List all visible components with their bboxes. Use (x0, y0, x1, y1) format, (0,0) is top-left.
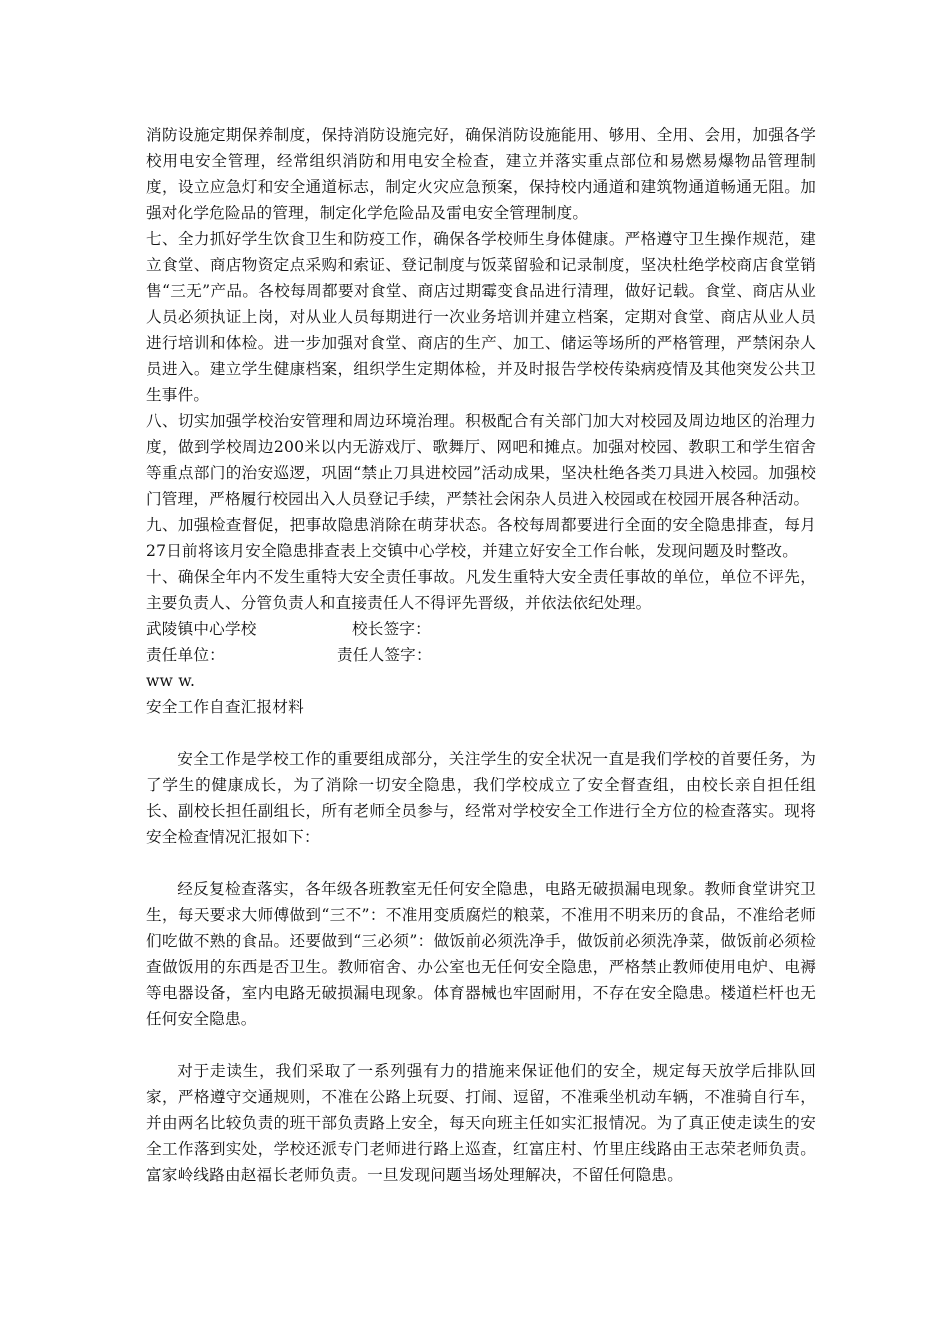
report-title: 安全工作自查汇报材料 (146, 698, 304, 716)
paragraph-fire-safety: 消防设施定期保养制度，保持消防设施完好，确保消防设施能用、够用、全用、会用，加强各学校用电安全管理，经常组织消防和用电安全检查，建立并落实重点部位和易燃易爆物品管理制度，设立应急灯和安全通道标志，制定火灾应急预案，保持校内通道和建筑物通道畅通无阻。加强对化学危险品的管理，制定化学危险品及雷电安全管理制度。 (146, 126, 816, 222)
spacer (146, 720, 816, 746)
report-paragraph-intro: 安全工作是学校工作的重要组成部分，关注学生的安全状况一直是我们学校的首要任务，为了学生的健康成长，为了消除一切安全隐患，我们学校成立了安全督查组，由校长亲自担任组长、副校长担任副组长，所有老师全员参与，经常对学校安全工作进行全方位的检查落实。现将安全检查情况汇报如下： (146, 750, 816, 846)
spacer (146, 1032, 816, 1058)
school-name: 武陵镇中心学校 (146, 620, 257, 638)
paragraph-section-10: 十、确保全年内不发生重特大安全责任事故。凡发生重特大安全责任事故的单位，单位不评先，主要负责人、分管负责人和直接责任人不得评先晋级，并依法依纪处理。 (146, 568, 816, 612)
report-paragraph-inspection: 经反复检查落实，各年级各班教室无任何安全隐患，电路无破损漏电现象。教师食堂讲究卫生，每天要求大师傅做到“三不”：不准用变质腐烂的粮菜，不准用不明来历的食品，不准给老师们吃做不熟的食品。还要做到“三必须”：做饭前必须洗净手，做饭前必须洗净菜，做饭前必须检查做饭用的东西是否卫生。教师宿舍、办公室也无任何安全隐患，严格禁止教师使用电炉、电褥等电器设备，室内电路无破损漏电现象。体育器械也牢固耐用，不存在安全隐患。楼道栏杆也无任何安全隐患。 (146, 880, 816, 1028)
spacer (146, 850, 816, 876)
signature-row-school (146, 616, 816, 642)
paragraph-section-9: 九、加强检查督促，把事故隐患消除在萌芽状态。各校每周都要进行全面的安全隐患排查，每月27日前将该月安全隐患排查表上交镇中心学校，并建立好安全工作台帐，发现问题及时整改。 (146, 516, 816, 560)
text-fragment: ww w. (146, 672, 196, 690)
responsible-unit-label: 责任单位： (146, 646, 225, 664)
principal-signature-label: 校长签字： (352, 620, 431, 638)
paragraph-section-8: 八、切实加强学校治安管理和周边环境治理。积极配合有关部门加大对校园及周边地区的治理力度，做到学校周边200米以内无游戏厅、歌舞厅、网吧和摊点。加强对校园、教职工和学生宿舍等重点部门的治安巡逻，巩固“禁止刀具进校园”活动成果，坚决杜绝各类刀具进入校园。加强校门管理，严格履行校园出入人员登记手续，严禁社会闲杂人员进入校园或在校园开展各种活动。 (146, 412, 816, 508)
document-page (146, 122, 816, 1188)
responsible-person-label: 责任人签字： (337, 646, 432, 664)
paragraph-section-7: 七、全力抓好学生饮食卫生和防疫工作，确保各学校师生身体健康。严格遵守卫生操作规范，建立食堂、商店物资定点采购和索证、登记制度与饭菜留验和记录制度，坚决杜绝学校商店食堂销售“三无”产品。各校每周都要对食堂、商店过期霉变食品进行清理，做好记载。食堂、商店从业人员必须执证上岗，对从业人员每期进行一次业务培训并建立档案，定期对食堂、商店从业人员进行培训和体检。进一步加强对食堂、商店的生产、加工、储运等场所的严格管理，严禁闲杂人员进入。建立学生健康档案，组织学生定期体检，并及时报告学校传染病疫情及其他突发公共卫生事件。 (146, 230, 816, 404)
report-paragraph-day-students: 对于走读生，我们采取了一系列强有力的措施来保证他们的安全，规定每天放学后排队回家，严格遵守交通规则，不准在公路上玩耍、打闹、逗留，不准乘坐机动车辆，不准骑自行车，并由两名比较负责的班干部负责路上安全，每天向班主任如实汇报情况。为了真正使走读生的安全工作落到实处，学校还派专门老师进行路上巡查，红富庄村、竹里庄线路由王志荣老师负责。富家岭线路由赵福长老师负责。一旦发现问题当场处理解决，不留任何隐患。 (146, 1062, 816, 1184)
signature-row-unit (146, 642, 816, 668)
